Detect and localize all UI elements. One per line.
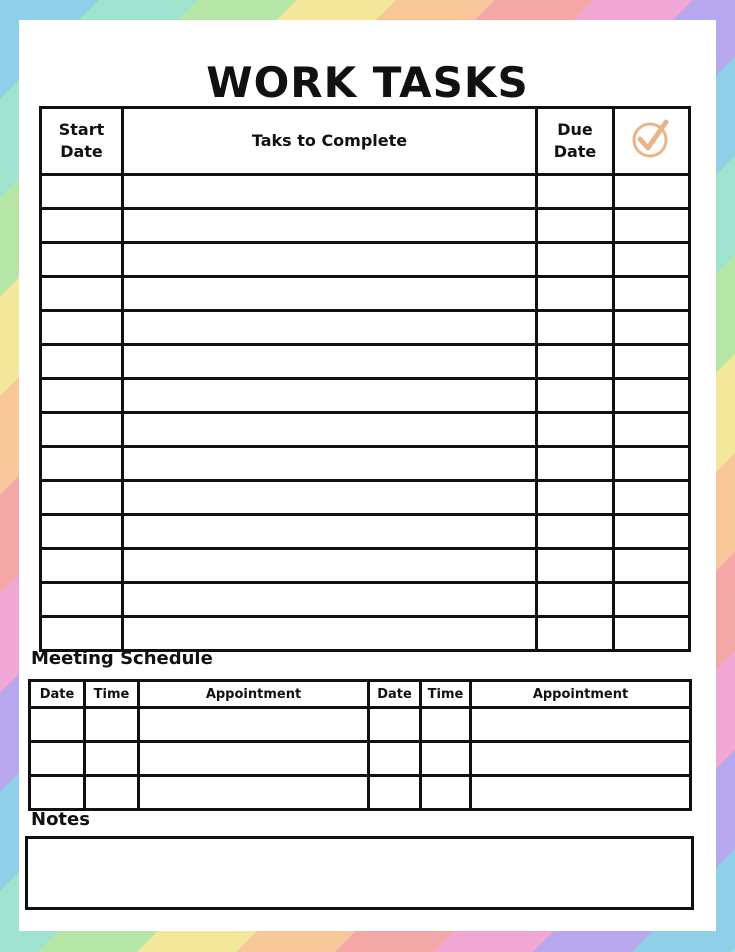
notes-label: Notes [31, 809, 90, 830]
task-row [41, 277, 690, 311]
meeting-appointment-header-2: Appointment [471, 681, 691, 708]
task-cell[interactable] [123, 447, 537, 481]
meeting-date-header: Date [30, 681, 85, 708]
done-cell[interactable] [614, 413, 690, 447]
meeting-date-cell[interactable] [30, 742, 85, 776]
meeting-time-header: Time [85, 681, 139, 708]
page-title: WORK TASKS [206, 58, 529, 107]
start-date-cell[interactable] [41, 447, 123, 481]
start-date-cell[interactable] [41, 243, 123, 277]
done-cell[interactable] [614, 209, 690, 243]
task-row [41, 413, 690, 447]
meeting-time-cell[interactable] [85, 776, 139, 810]
due-date-cell[interactable] [537, 209, 614, 243]
meeting-schedule-label: Meeting Schedule [31, 648, 213, 669]
start-date-cell[interactable] [41, 209, 123, 243]
done-cell[interactable] [614, 277, 690, 311]
task-row [41, 243, 690, 277]
meeting-header-row [30, 681, 691, 708]
done-cell[interactable] [614, 617, 690, 651]
task-cell[interactable] [123, 515, 537, 549]
task-cell[interactable] [123, 243, 537, 277]
task-cell[interactable] [123, 277, 537, 311]
task-row [41, 549, 690, 583]
start-date-cell[interactable] [41, 481, 123, 515]
start-date-cell[interactable] [41, 549, 123, 583]
task-row [41, 481, 690, 515]
due-date-cell[interactable] [537, 515, 614, 549]
done-cell[interactable] [614, 311, 690, 345]
due-date-cell[interactable] [537, 447, 614, 481]
task-header: Taks to Complete [123, 108, 537, 175]
start-date-cell[interactable] [41, 515, 123, 549]
task-cell[interactable] [123, 379, 537, 413]
meeting-appointment-cell[interactable] [471, 776, 691, 810]
meeting-row [30, 708, 691, 742]
task-cell[interactable] [123, 209, 537, 243]
meeting-appointment-header: Appointment [139, 681, 369, 708]
meeting-appointment-cell[interactable] [471, 708, 691, 742]
notes-box[interactable] [25, 836, 694, 910]
meeting-date-cell[interactable] [30, 776, 85, 810]
done-header [614, 108, 690, 175]
task-cell[interactable] [123, 413, 537, 447]
meeting-date-cell[interactable] [369, 742, 421, 776]
meeting-time-cell[interactable] [85, 742, 139, 776]
due-date-cell[interactable] [537, 175, 614, 209]
meeting-table [28, 679, 692, 811]
meeting-time-header-2: Time [421, 681, 471, 708]
check-circle-icon [630, 116, 674, 160]
due-date-cell[interactable] [537, 311, 614, 345]
meeting-row [30, 742, 691, 776]
task-row [41, 345, 690, 379]
due-date-cell[interactable] [537, 379, 614, 413]
task-cell[interactable] [123, 549, 537, 583]
meeting-date-cell[interactable] [30, 708, 85, 742]
start-date-cell[interactable] [41, 311, 123, 345]
meeting-date-cell[interactable] [369, 776, 421, 810]
done-cell[interactable] [614, 345, 690, 379]
due-date-cell[interactable] [537, 617, 614, 651]
start-date-cell[interactable] [41, 617, 123, 651]
task-row [41, 311, 690, 345]
due-date-cell[interactable] [537, 583, 614, 617]
done-cell[interactable] [614, 515, 690, 549]
meeting-appointment-cell[interactable] [139, 742, 369, 776]
meeting-time-cell[interactable] [421, 742, 471, 776]
done-cell[interactable] [614, 481, 690, 515]
due-date-cell[interactable] [537, 481, 614, 515]
task-row [41, 583, 690, 617]
start-date-cell[interactable] [41, 413, 123, 447]
meeting-row [30, 776, 691, 810]
meeting-time-cell[interactable] [421, 708, 471, 742]
task-cell[interactable] [123, 175, 537, 209]
due-date-cell[interactable] [537, 413, 614, 447]
task-row [41, 379, 690, 413]
task-cell[interactable] [123, 583, 537, 617]
meeting-time-cell[interactable] [421, 776, 471, 810]
meeting-date-cell[interactable] [369, 708, 421, 742]
start-date-cell[interactable] [41, 345, 123, 379]
done-cell[interactable] [614, 379, 690, 413]
done-cell[interactable] [614, 175, 690, 209]
start-date-cell[interactable] [41, 277, 123, 311]
task-row [41, 209, 690, 243]
due-date-cell[interactable] [537, 549, 614, 583]
tasks-table [39, 106, 691, 652]
task-row [41, 447, 690, 481]
meeting-appointment-cell[interactable] [471, 742, 691, 776]
task-cell[interactable] [123, 311, 537, 345]
due-date-cell[interactable] [537, 243, 614, 277]
due-date-cell[interactable] [537, 345, 614, 379]
meeting-time-cell[interactable] [85, 708, 139, 742]
start-date-header: Start Date [41, 108, 123, 175]
done-cell[interactable] [614, 583, 690, 617]
tasks-header-row [41, 108, 690, 175]
start-date-cell[interactable] [41, 583, 123, 617]
task-row [41, 617, 690, 651]
due-date-cell[interactable] [537, 277, 614, 311]
meeting-appointment-cell[interactable] [139, 776, 369, 810]
task-cell[interactable] [123, 481, 537, 515]
due-date-header: Due Date [537, 108, 614, 175]
done-cell[interactable] [614, 243, 690, 277]
done-cell[interactable] [614, 549, 690, 583]
planner-page [19, 20, 716, 931]
task-cell[interactable] [123, 617, 537, 651]
meeting-date-header-2: Date [369, 681, 421, 708]
meeting-appointment-cell[interactable] [139, 708, 369, 742]
task-cell[interactable] [123, 345, 537, 379]
task-row [41, 175, 690, 209]
task-row [41, 515, 690, 549]
done-cell[interactable] [614, 447, 690, 481]
start-date-cell[interactable] [41, 175, 123, 209]
start-date-cell[interactable] [41, 379, 123, 413]
